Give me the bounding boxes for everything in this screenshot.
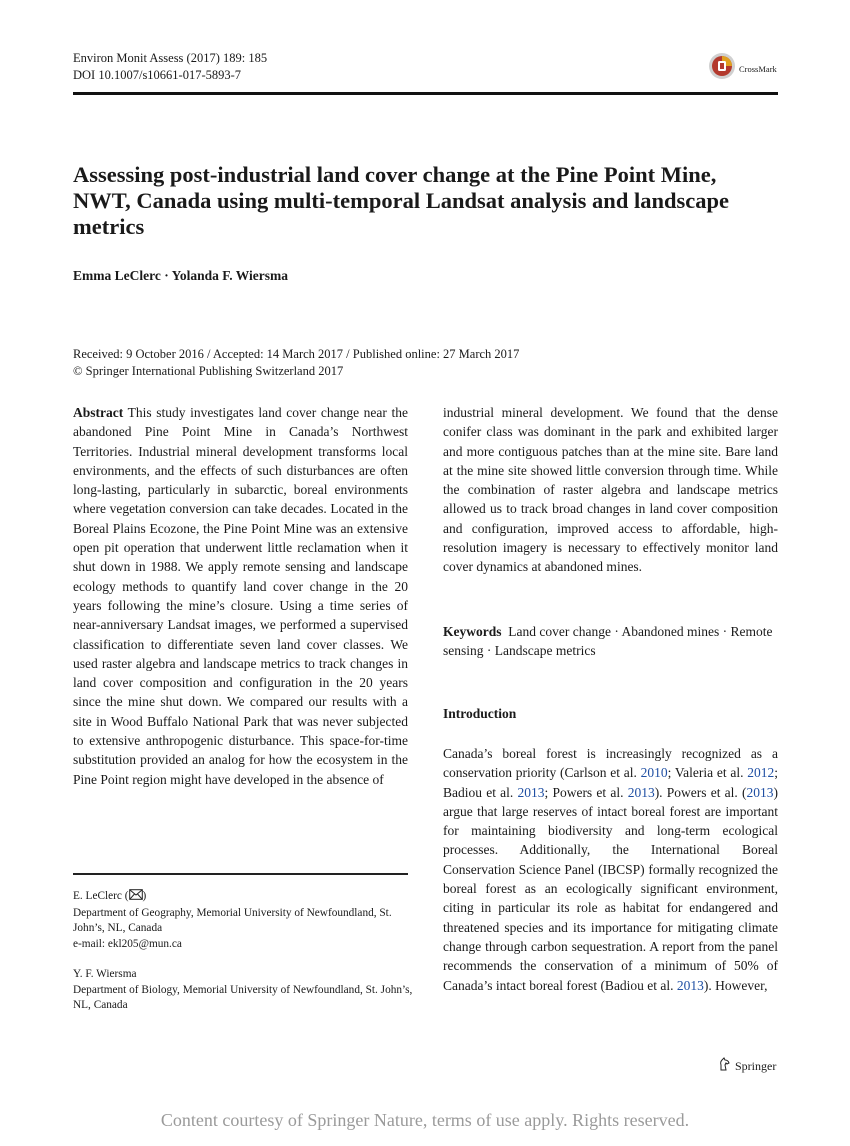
author1-affiliation: Department of Geography, Memorial University of Newfoundland, St. John’s, NL, Canada <box>73 906 392 934</box>
intro-text: ) argue that large reserves of intact boreal forest are important for maintaining biodiversity and long-term ecological processes. Additionally, the International Boreal Conservation Science Panel (IBCSP) formally recognized the boreal forest as an ecologically significant environment, citing in particular its role as habitat for endangered and threatened species and its importance for mitigating climate change through carbon sequestration. A report from the panel recommends the conservation of a minimum of 50% of Canada’s intact boreal forest (Badiou et al. <box>443 784 778 993</box>
intro-text: ). Powers et al. ( <box>654 784 747 800</box>
author-affiliation-1 <box>73 889 413 952</box>
abstract-left-column <box>73 403 408 833</box>
author1-name-end: ) <box>142 890 147 902</box>
footnote-rule <box>73 873 408 875</box>
publication-dates: Received: 9 October 2016 / Accepted: 14 March 2017 / Published online: 27 March 2017 <box>73 347 520 361</box>
crossmark-icon <box>708 52 736 85</box>
citation-link[interactable]: 2012 <box>747 765 775 781</box>
abstract-text-right: industrial mineral development. We found that the dense conifer class was dominant in the park and exhibited larger and more contiguous patches than at the mine site. Bare land at the mine site showed little conversion through time. While the combination of raster algebra and landscape metrics allowed us to track broad changes in land cover composition and configuration, improved access to affordable, high-resolution imagery is necessary to effectively monitor land cover dynamics at abandoned mines. <box>443 405 778 575</box>
section-heading-introduction: Introduction <box>443 706 517 721</box>
abstract-label: Abstract <box>73 405 124 420</box>
article-title: Assessing post-industrial land cover change at the Pine Point Mine, NWT, Canada using multi-temporal Landsat analysis and landscape metrics <box>73 162 729 239</box>
authors: Emma LeClerc · Yolanda F. Wiersma <box>73 268 288 283</box>
envelope-icon[interactable] <box>129 889 143 906</box>
keywords <box>443 622 778 661</box>
intro-text: ). However, <box>703 977 768 993</box>
citation-link[interactable]: 2013 <box>746 784 774 800</box>
doi: DOI 10.1007/s10661-017-5893-7 <box>73 68 242 82</box>
intro-text: ; Powers et al. <box>544 784 628 800</box>
keywords-text: Land cover change · Abandoned mines · Remote sensing · Landscape metrics <box>443 624 773 659</box>
publisher-name: Springer <box>735 1058 777 1073</box>
article-history <box>73 346 519 380</box>
intro-text: ; Valeria et al. <box>667 765 748 781</box>
crossmark-badge[interactable] <box>708 52 777 85</box>
copyright: © Springer International Publishing Switzerland 2017 <box>73 364 344 378</box>
abstract-right-column <box>443 403 778 577</box>
citation-link[interactable]: 2010 <box>640 765 668 781</box>
keywords-label: Keywords <box>443 624 502 639</box>
intro-text: ; Badiou et al. <box>443 765 778 800</box>
citation-link[interactable]: 2013 <box>676 977 704 993</box>
journal-citation: Environ Monit Assess (2017) 189: 185 <box>73 51 268 65</box>
crossmark-label: CrossMark <box>739 63 777 74</box>
courtesy-notice: Content courtesy of Springer Nature, terms of use apply. Rights reserved. <box>160 1110 690 1130</box>
springer-horse-icon <box>718 1057 731 1075</box>
citation-link[interactable]: 2013 <box>627 784 655 800</box>
author2-name: Y. F. Wiersma <box>73 968 137 980</box>
author1-email[interactable]: e-mail: ekl205@mun.ca <box>73 937 182 950</box>
introduction-text <box>443 744 778 1046</box>
author1-name: E. LeClerc ( <box>73 890 129 902</box>
citation-link[interactable]: 2013 <box>517 784 545 800</box>
author-affiliation-2 <box>73 967 413 1014</box>
header-rule <box>73 92 778 95</box>
running-header <box>73 50 267 84</box>
intro-text: Canada’s boreal forest is increasingly recognized as a conservation priority (Carlson et al. <box>443 746 778 781</box>
author2-affiliation: Department of Biology, Memorial University of Newfoundland, St. John’s, NL, Canada <box>73 983 413 1011</box>
abstract-text-left: This study investigates land cover change near the abandoned Pine Point Mine in Canada’s Northwest Territories. Industrial mineral development transforms local environments, and the effects of such disturbances are often long-lasting, particularly in subarctic, boreal environments where vegetation conversion can take decades. Located in the Boreal Plains Ecozone, the Pine Point Mine was an extensive open pit operation that underwent little reclamation when it shut down in 1988. We apply remote sensing and landscape ecology methods to quantify land cover change in the 20 years following the mine’s closure. Using a time series of near-anniversary Landsat images, we performed a supervised classification to differentiate seven land cover classes. We used raster algebra and landscape metrics to track changes in land cover composition and configuration in the 20 years since the mine shut down. We compared our results with a site in Wood Buffalo National Park that was never subjected to extensive anthropogenic disturbance. This space-for-time substitution provided an analog for how the ecosystem in the Pine Point region might have developed in the absence of <box>73 405 408 787</box>
publisher-logo <box>718 1057 776 1075</box>
